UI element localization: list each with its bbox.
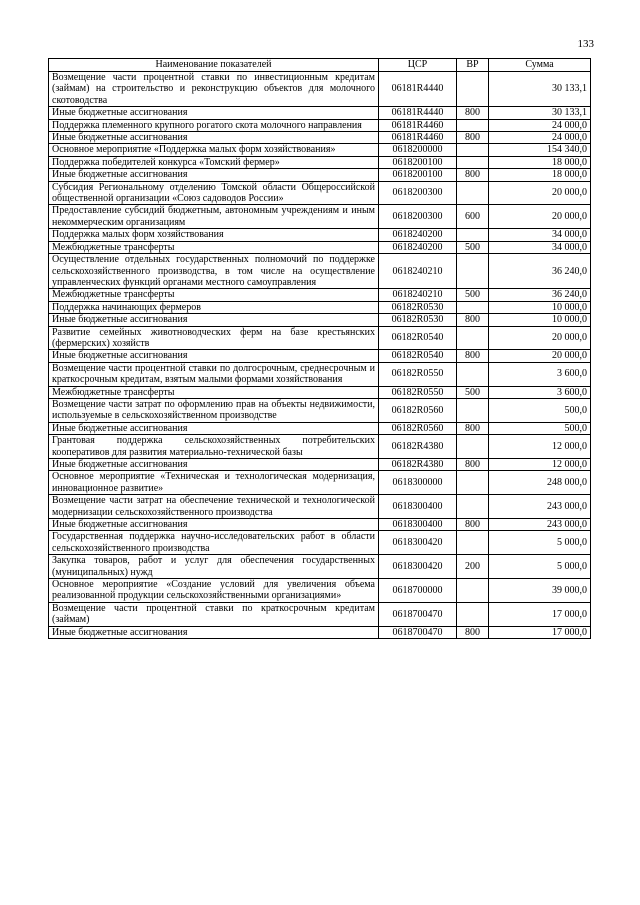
cell-name: Межбюджетные трансферты bbox=[49, 241, 379, 253]
cell-vr bbox=[457, 156, 489, 168]
table-row bbox=[49, 531, 591, 555]
header-csr: ЦСР bbox=[379, 59, 457, 72]
cell-csr: 06182R0550 bbox=[379, 362, 457, 386]
table-row bbox=[49, 241, 591, 253]
cell-vr: 600 bbox=[457, 205, 489, 229]
cell-vr bbox=[457, 301, 489, 313]
cell-vr bbox=[457, 435, 489, 459]
cell-sum: 24 000,0 bbox=[489, 132, 591, 144]
cell-sum: 30 133,1 bbox=[489, 107, 591, 119]
table-row bbox=[49, 519, 591, 531]
cell-csr: 0618240200 bbox=[379, 241, 457, 253]
table-row bbox=[49, 132, 591, 144]
table-row bbox=[49, 314, 591, 326]
cell-csr: 0618300000 bbox=[379, 471, 457, 495]
cell-name: Поддержка племенного крупного рогатого скота молочного направления bbox=[49, 119, 379, 131]
table-row bbox=[49, 72, 591, 107]
table-row bbox=[49, 350, 591, 362]
cell-sum: 24 000,0 bbox=[489, 119, 591, 131]
cell-sum: 154 340,0 bbox=[489, 144, 591, 156]
cell-csr: 0618240210 bbox=[379, 289, 457, 301]
table-row bbox=[49, 435, 591, 459]
cell-sum: 34 000,0 bbox=[489, 241, 591, 253]
cell-sum: 3 600,0 bbox=[489, 386, 591, 398]
cell-name: Иные бюджетные ассигнования bbox=[49, 626, 379, 638]
cell-name: Основное мероприятие «Поддержка малых форм хозяйствования» bbox=[49, 144, 379, 156]
cell-name: Осуществление отдельных государственных полномочий по поддержке сельскохозяйственного производства, в том числе на осуществление управленческих функций органами местного самоуправления bbox=[49, 254, 379, 289]
table-row bbox=[49, 555, 591, 579]
cell-vr bbox=[457, 181, 489, 205]
cell-name: Основное мероприятие «Создание условий для увеличения объема реализованной продукции сельскохозяйственными организациями» bbox=[49, 579, 379, 603]
page-number: 133 bbox=[577, 38, 594, 50]
table-body bbox=[49, 72, 591, 639]
cell-vr bbox=[457, 72, 489, 107]
table-row bbox=[49, 144, 591, 156]
cell-name: Межбюджетные трансферты bbox=[49, 289, 379, 301]
cell-vr: 500 bbox=[457, 241, 489, 253]
table-row bbox=[49, 386, 591, 398]
table-row bbox=[49, 398, 591, 422]
cell-csr: 06182R4380 bbox=[379, 459, 457, 471]
cell-name: Поддержка победителей конкурса «Томский фермер» bbox=[49, 156, 379, 168]
cell-csr: 0618240210 bbox=[379, 254, 457, 289]
cell-vr bbox=[457, 398, 489, 422]
cell-name: Иные бюджетные ассигнования bbox=[49, 314, 379, 326]
cell-csr: 06182R0540 bbox=[379, 350, 457, 362]
budget-table bbox=[48, 58, 591, 639]
table-row bbox=[49, 362, 591, 386]
cell-csr: 0618240200 bbox=[379, 229, 457, 241]
cell-sum: 18 000,0 bbox=[489, 156, 591, 168]
cell-vr bbox=[457, 471, 489, 495]
cell-sum: 36 240,0 bbox=[489, 289, 591, 301]
cell-name: Возмещение части затрат на обеспечение технической и технологической модернизации сельскохозяйственного производства bbox=[49, 495, 379, 519]
table-row bbox=[49, 626, 591, 638]
cell-sum: 12 000,0 bbox=[489, 435, 591, 459]
cell-vr: 800 bbox=[457, 626, 489, 638]
table-row bbox=[49, 205, 591, 229]
cell-csr: 06182R0530 bbox=[379, 314, 457, 326]
cell-name: Предоставление субсидий бюджетным, автономным учреждениям и иным некоммерческим организациям bbox=[49, 205, 379, 229]
cell-vr bbox=[457, 144, 489, 156]
cell-csr: 06181R4460 bbox=[379, 119, 457, 131]
table-row bbox=[49, 254, 591, 289]
cell-csr: 0618700470 bbox=[379, 602, 457, 626]
table-header-row bbox=[49, 59, 591, 72]
cell-sum: 243 000,0 bbox=[489, 495, 591, 519]
cell-csr: 06181R4460 bbox=[379, 132, 457, 144]
cell-vr bbox=[457, 254, 489, 289]
cell-vr: 800 bbox=[457, 459, 489, 471]
cell-name: Основное мероприятие «Техническая и технологическая модернизация, инновационное развитие» bbox=[49, 471, 379, 495]
cell-vr: 800 bbox=[457, 169, 489, 181]
table-row bbox=[49, 301, 591, 313]
cell-name: Иные бюджетные ассигнования bbox=[49, 519, 379, 531]
cell-sum: 20 000,0 bbox=[489, 350, 591, 362]
cell-vr bbox=[457, 119, 489, 131]
cell-vr bbox=[457, 362, 489, 386]
table-row bbox=[49, 326, 591, 350]
cell-csr: 06182R4380 bbox=[379, 435, 457, 459]
cell-sum: 17 000,0 bbox=[489, 626, 591, 638]
cell-sum: 3 600,0 bbox=[489, 362, 591, 386]
cell-vr: 800 bbox=[457, 107, 489, 119]
cell-name: Закупка товаров, работ и услуг для обеспечения государственных (муниципальных) нужд bbox=[49, 555, 379, 579]
cell-name: Развитие семейных животноводческих ферм на базе крестьянских (фермерских) хозяйств bbox=[49, 326, 379, 350]
cell-sum: 10 000,0 bbox=[489, 301, 591, 313]
cell-csr: 06182R0550 bbox=[379, 386, 457, 398]
table-row bbox=[49, 471, 591, 495]
header-name: Наименование показателей bbox=[49, 59, 379, 72]
cell-csr: 0618300420 bbox=[379, 555, 457, 579]
cell-csr: 06182R0540 bbox=[379, 326, 457, 350]
table-row bbox=[49, 289, 591, 301]
cell-csr: 06182R0560 bbox=[379, 398, 457, 422]
cell-sum: 20 000,0 bbox=[489, 326, 591, 350]
cell-name: Иные бюджетные ассигнования bbox=[49, 459, 379, 471]
cell-vr: 800 bbox=[457, 350, 489, 362]
cell-name: Возмещение части процентной ставки по краткосрочным кредитам (займам) bbox=[49, 602, 379, 626]
cell-sum: 17 000,0 bbox=[489, 602, 591, 626]
cell-sum: 18 000,0 bbox=[489, 169, 591, 181]
table-row bbox=[49, 422, 591, 434]
table-row bbox=[49, 156, 591, 168]
table-row bbox=[49, 119, 591, 131]
cell-name: Межбюджетные трансферты bbox=[49, 386, 379, 398]
cell-vr bbox=[457, 326, 489, 350]
table-row bbox=[49, 459, 591, 471]
cell-sum: 5 000,0 bbox=[489, 555, 591, 579]
cell-sum: 248 000,0 bbox=[489, 471, 591, 495]
cell-vr bbox=[457, 229, 489, 241]
cell-sum: 39 000,0 bbox=[489, 579, 591, 603]
table-row bbox=[49, 181, 591, 205]
cell-sum: 500,0 bbox=[489, 398, 591, 422]
cell-name: Поддержка начинающих фермеров bbox=[49, 301, 379, 313]
cell-name: Возмещение части процентной ставки по инвестиционным кредитам (займам) на строительство и реконструкцию объектов для молочного скотоводства bbox=[49, 72, 379, 107]
cell-csr: 0618200000 bbox=[379, 144, 457, 156]
header-sum: Сумма bbox=[489, 59, 591, 72]
table-row bbox=[49, 602, 591, 626]
cell-vr bbox=[457, 579, 489, 603]
cell-csr: 0618300400 bbox=[379, 519, 457, 531]
cell-sum: 243 000,0 bbox=[489, 519, 591, 531]
cell-name: Иные бюджетные ассигнования bbox=[49, 422, 379, 434]
cell-sum: 500,0 bbox=[489, 422, 591, 434]
cell-sum: 20 000,0 bbox=[489, 205, 591, 229]
cell-vr bbox=[457, 531, 489, 555]
cell-name: Иные бюджетные ассигнования bbox=[49, 107, 379, 119]
table-row bbox=[49, 495, 591, 519]
cell-vr: 200 bbox=[457, 555, 489, 579]
cell-vr: 800 bbox=[457, 519, 489, 531]
header-vr: ВР bbox=[457, 59, 489, 72]
cell-csr: 0618200300 bbox=[379, 181, 457, 205]
cell-name: Государственная поддержка научно-исследовательских работ в области сельскохозяйственного производства bbox=[49, 531, 379, 555]
cell-csr: 0618300400 bbox=[379, 495, 457, 519]
cell-name: Иные бюджетные ассигнования bbox=[49, 169, 379, 181]
cell-name: Иные бюджетные ассигнования bbox=[49, 132, 379, 144]
cell-csr: 06181R4440 bbox=[379, 72, 457, 107]
cell-sum: 34 000,0 bbox=[489, 229, 591, 241]
cell-vr: 500 bbox=[457, 289, 489, 301]
cell-csr: 06182R0530 bbox=[379, 301, 457, 313]
cell-sum: 10 000,0 bbox=[489, 314, 591, 326]
cell-name: Субсидия Региональному отделению Томской области Общероссийской общественной организации «Союз садоводов России» bbox=[49, 181, 379, 205]
cell-vr: 800 bbox=[457, 314, 489, 326]
cell-csr: 06181R4440 bbox=[379, 107, 457, 119]
cell-vr bbox=[457, 495, 489, 519]
cell-vr: 800 bbox=[457, 422, 489, 434]
cell-name: Поддержка малых форм хозяйствования bbox=[49, 229, 379, 241]
cell-csr: 0618200300 bbox=[379, 205, 457, 229]
cell-sum: 20 000,0 bbox=[489, 181, 591, 205]
cell-vr bbox=[457, 602, 489, 626]
cell-csr: 0618700470 bbox=[379, 626, 457, 638]
table-row bbox=[49, 169, 591, 181]
cell-csr: 0618700000 bbox=[379, 579, 457, 603]
cell-sum: 5 000,0 bbox=[489, 531, 591, 555]
cell-sum: 12 000,0 bbox=[489, 459, 591, 471]
cell-csr: 0618300420 bbox=[379, 531, 457, 555]
cell-vr: 500 bbox=[457, 386, 489, 398]
table-row bbox=[49, 579, 591, 603]
cell-name: Возмещение части процентной ставки по долгосрочным, среднесрочным и краткосрочным кредитам, взятым малыми формами хозяйствования bbox=[49, 362, 379, 386]
cell-name: Иные бюджетные ассигнования bbox=[49, 350, 379, 362]
cell-csr: 0618200100 bbox=[379, 156, 457, 168]
cell-sum: 36 240,0 bbox=[489, 254, 591, 289]
cell-name: Возмещение части затрат по оформлению прав на объекты недвижимости, используемые в сельскохозяйственном производстве bbox=[49, 398, 379, 422]
cell-csr: 06182R0560 bbox=[379, 422, 457, 434]
cell-sum: 30 133,1 bbox=[489, 72, 591, 107]
table-row bbox=[49, 229, 591, 241]
table-row bbox=[49, 107, 591, 119]
cell-vr: 800 bbox=[457, 132, 489, 144]
cell-csr: 0618200100 bbox=[379, 169, 457, 181]
cell-name: Грантовая поддержка сельскохозяйственных потребительских кооперативов для развития материально-технической базы bbox=[49, 435, 379, 459]
